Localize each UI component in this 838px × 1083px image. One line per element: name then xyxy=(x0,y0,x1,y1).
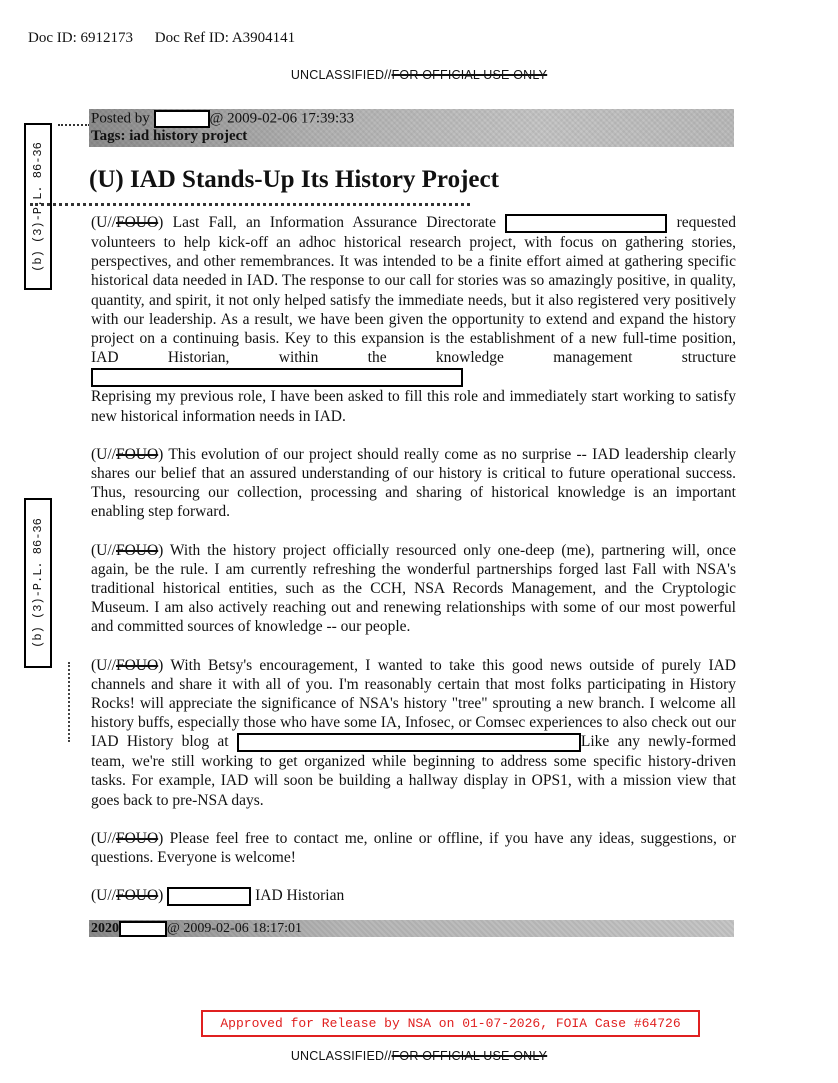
classification-header xyxy=(0,68,838,82)
exemption-label: (b) (3)-P.L. 86-36 xyxy=(31,518,45,648)
exemption-box-1 xyxy=(24,123,52,290)
document-id-line xyxy=(28,30,295,47)
paragraph-2: (U//FOUO) This evolution of our project should really come as no surprise -- IAD leadership clearly shares our belief that an assured understanding of our history is critical to future operational success. Thus, resourcing our collection, processing and sharing of historical knowledge is an important enabling step forward. xyxy=(91,445,736,521)
post-timestamp: @ 2009-02-06 17:39:33 xyxy=(209,110,355,127)
posted-by-label: Posted by xyxy=(91,110,150,127)
post-title: (U) IAD Stands-Up Its History Project xyxy=(89,166,499,193)
paragraph-4: (U//FOUO) With Betsy's encouragement, I wanted to take this good news outside of purely IAD channels and share it with all of you. I'm reasonably certain that most folks participating in History Rocks! will appreciate the significance of NSA's history "tree" sprouting a new branch. I welcome all history buffs, especially those who have some IA, Infosec, or Comsec experiences to also check out our IAD History blog at Like any newly-formed team, we're still working to get organized while beginning to address some specific history-driven tasks. For example, IAD will soon be building a hallway display in OPS1, with a mission view that goes back to pre-NSA days. xyxy=(91,656,737,809)
signature-line: (U//FOUO) IAD Historian xyxy=(91,887,345,905)
redaction-box xyxy=(154,110,210,128)
paragraph-1: (U//FOUO) Last Fall, an Information Assurance Directorate requested volunteers to help kick-off an adhoc historical research project, with focus on gathering stories, perspectives, and other remembrances. It was intended to be a finite effort aimed at gathering specific historical data needed in IAD. The response to our call for stories was so amazingly positive, in quality, quantity, and spirit, it not only helped satisfy the immediate needs, but it also registered very positively with our leadership. As a result, we have been given the opportunity to extend and expand the history project on a continuing basis. Key to this expansion is the establishment of a new full-time position, IAD Historian, within the knowledge management structure xyxy=(91,213,736,387)
release-stamp: Approved for Release by NSA on 01-07-2026, FOIA Case #64726 xyxy=(201,1010,700,1037)
exemption-label: (b) (3)-P.L. 86-36 xyxy=(31,141,45,272)
comment-author-label: 2020 xyxy=(91,921,119,936)
redaction-box xyxy=(505,214,667,233)
paragraph-3: (U//FOUO) With the history project officially resourced only one-deep (me), partnering will, once again, be the rule. I am currently refreshing the wonderful partnerships forged last Fall with NSA's traditional historical entities, such as the CCH, NSA Records Management, and the Cryptologic Museum. I am also actively reaching out and renewing relationships with some of our most powerful and committed sources of knowledge -- our people. xyxy=(91,541,736,636)
classification-prefix: UNCLASSIFIED// xyxy=(290,68,392,82)
post-banner xyxy=(89,109,734,147)
doc-id: Doc ID: 6912173 xyxy=(28,30,133,46)
signature-title: IAD Historian xyxy=(255,887,345,905)
doc-ref-id: Doc Ref ID: A3904141 xyxy=(154,30,296,46)
redaction-box xyxy=(167,887,251,906)
classification-struck: FOR OFFICIAL USE ONLY xyxy=(391,1049,548,1063)
paragraph-1-continued: Reprising my previous role, I have been asked to fill this role and immediately start working to satisfy new historical information needs in IAD. xyxy=(91,388,736,425)
dotted-leader-line xyxy=(30,203,470,206)
redaction-box xyxy=(119,921,167,937)
dotted-leader-line xyxy=(68,662,80,742)
comment-timestamp: @ 2009-02-06 18:17:01 xyxy=(167,921,302,936)
redaction-box xyxy=(91,368,463,387)
classification-footer xyxy=(0,1049,838,1063)
comment-banner xyxy=(89,920,734,937)
post-body xyxy=(91,213,736,906)
classification-prefix: UNCLASSIFIED// xyxy=(290,1049,392,1063)
paragraph-5: (U//FOUO) Please feel free to contact me, online or offline, if you have any ideas, suggestions, or questions. Everyone is welcome! xyxy=(91,829,736,867)
dotted-leader-line xyxy=(58,124,90,126)
classification-struck: FOR OFFICIAL USE ONLY xyxy=(391,68,548,82)
tags-row: Tags: iad history project xyxy=(91,128,248,144)
exemption-box-2 xyxy=(24,498,52,668)
posted-by-row xyxy=(91,110,354,128)
redaction-box xyxy=(237,733,581,752)
